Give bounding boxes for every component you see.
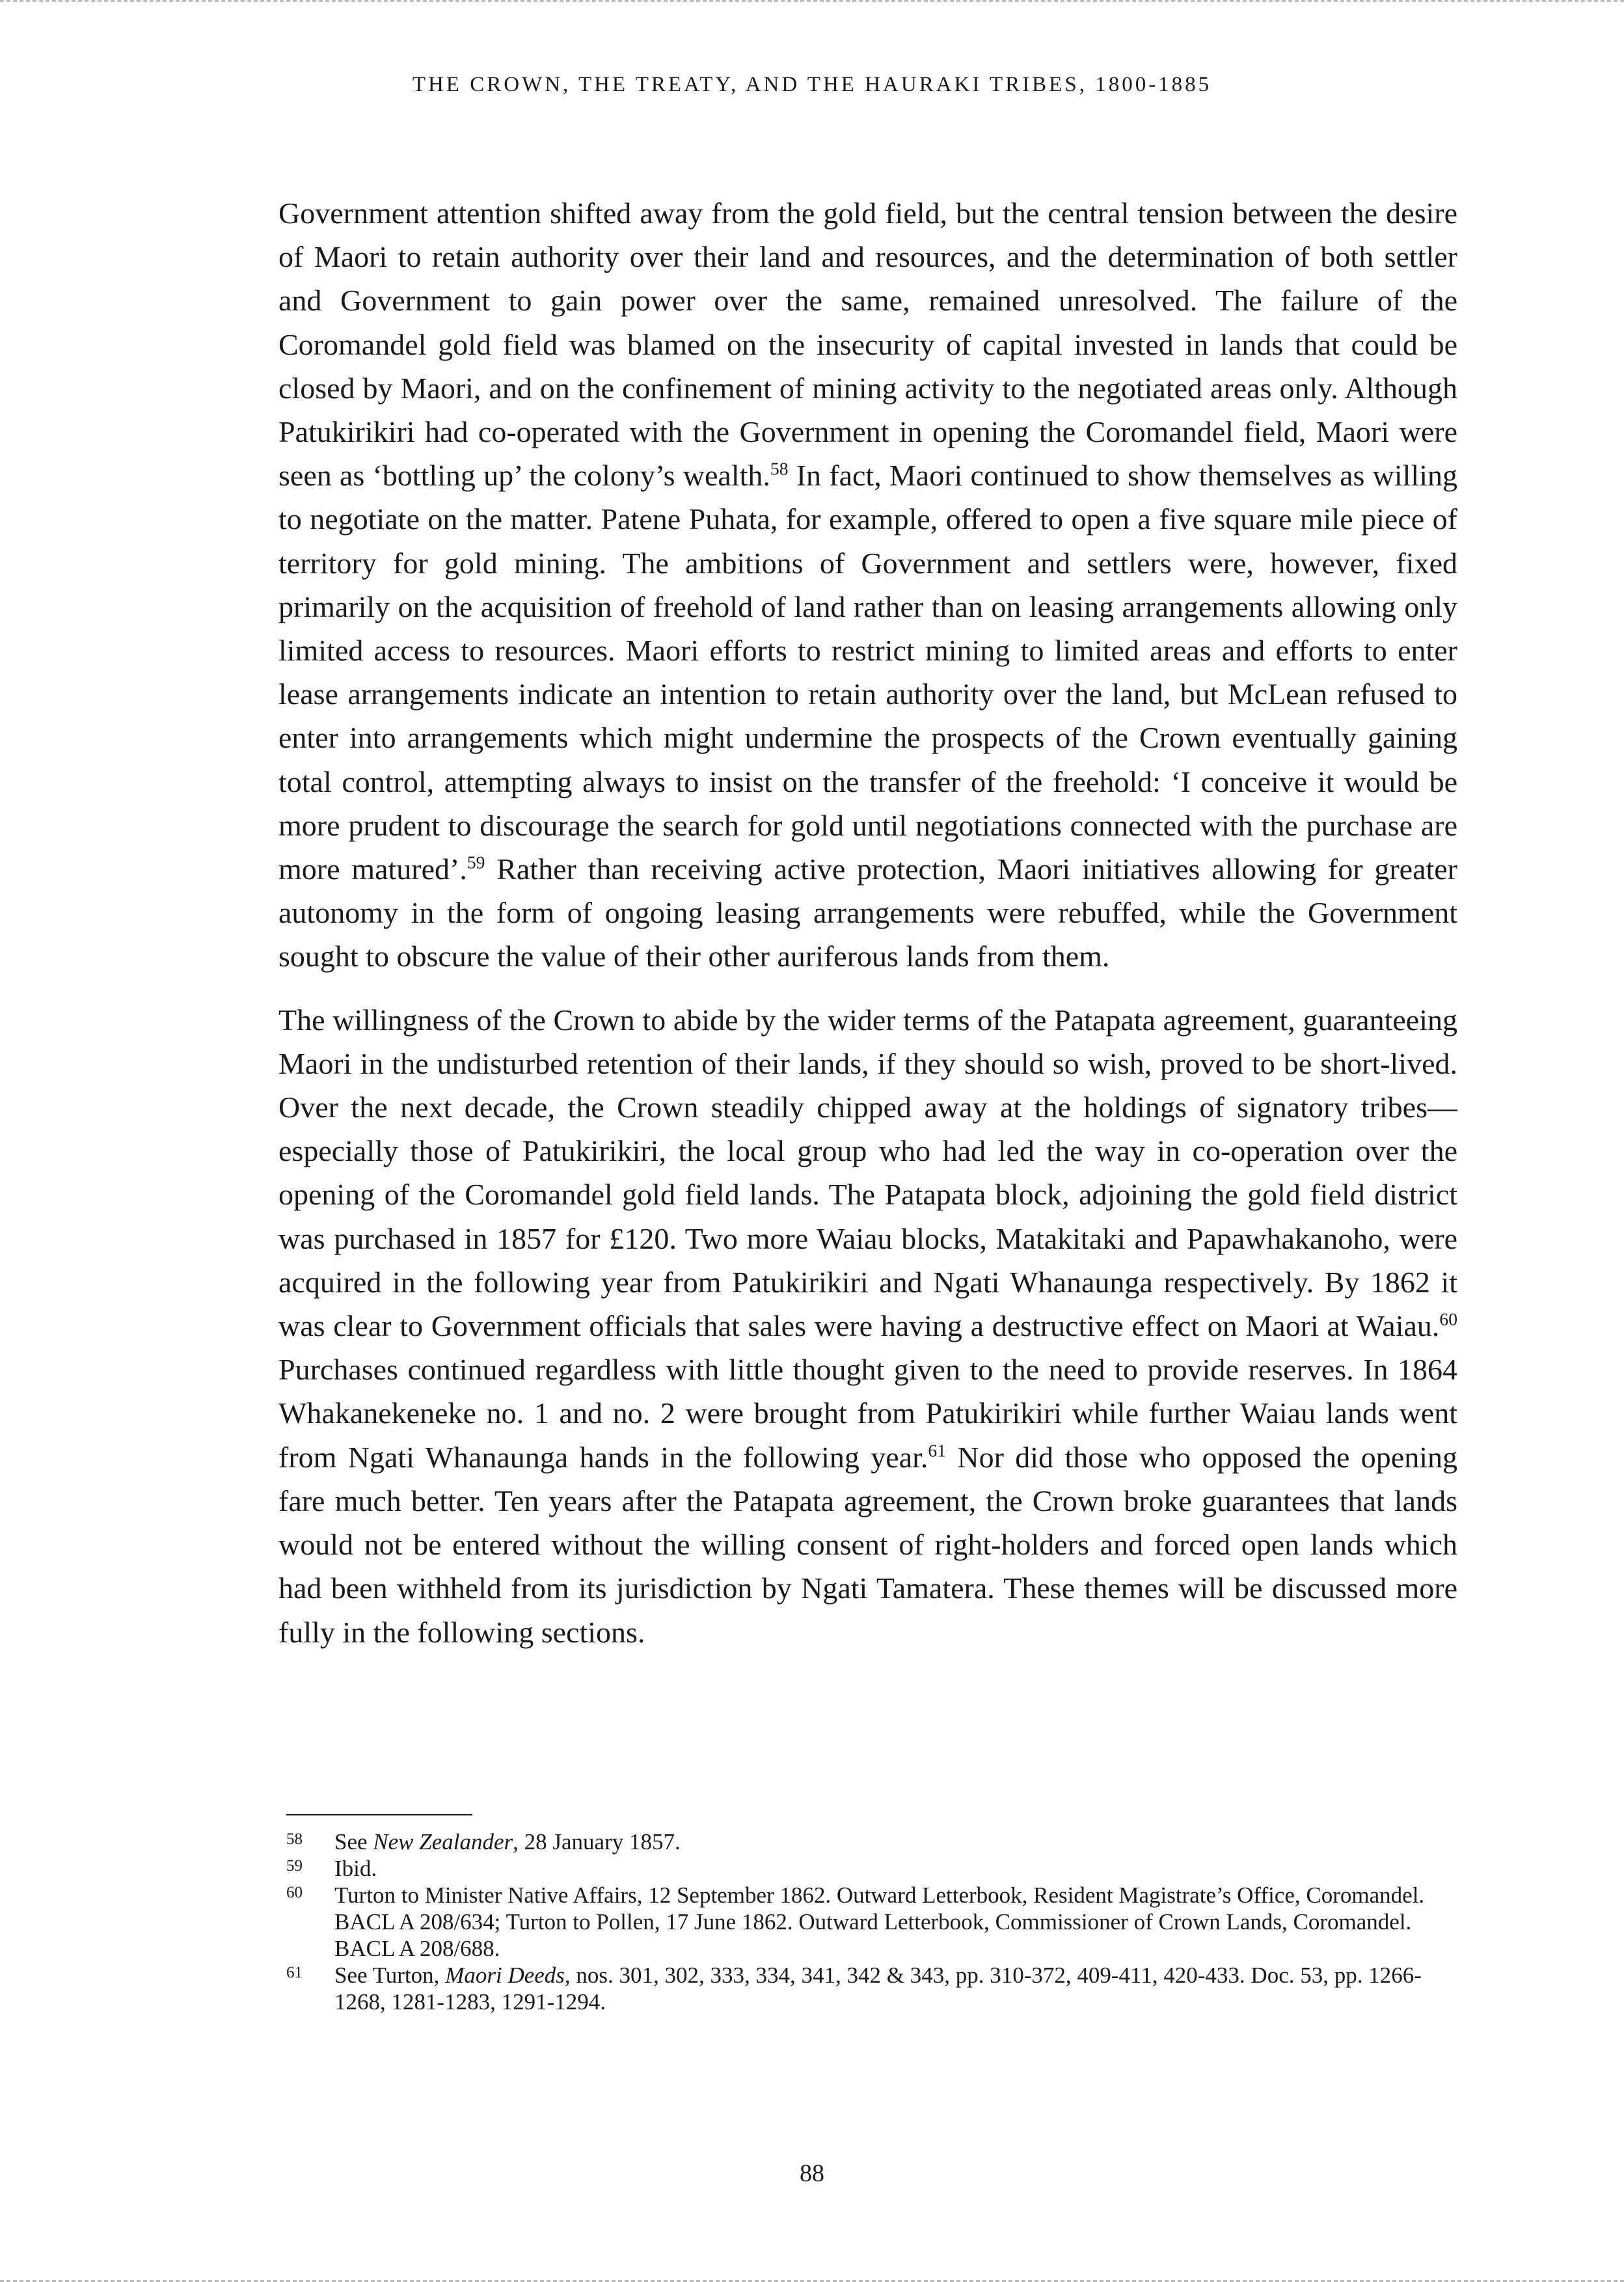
footnote-separator (286, 1814, 472, 1815)
footnote (286, 1828, 1451, 1855)
paragraph-1-part-b: In fact, Maori continued to show themselves as willing to negotiate on the matter. Patene Puhata, for example, offered to open a five square mile piece of territory for gold mining. The ambitions of Government and settlers were, however, fixed primarily on the acquisition of freehold of land rather than on leasing arrangements allowing only limited access to resources. Maori efforts to restrict mining to limited areas and efforts to enter lease arrangements indicate an intention to retain authority over the land, but McLean refused to enter into arrangements which might undermine the prospects of the Crown eventually gaining total control, attempting always to insist on the transfer of the freehold: ‘I conceive it would be more prudent to discourage the search for gold until negotiations connected with the purchase are more matured’. (278, 459, 1457, 886)
footnote-number: 61 (286, 1964, 303, 1981)
footnote-text-italic: New Zealander (373, 1829, 513, 1854)
footnote-ref-58: 58 (770, 458, 789, 479)
paragraph-2-part-c: Nor did those who opposed the opening fare much better. Ten years after the Patapata agreement, the Crown broke guarantees that lands would not be entered without the willing consent of right-holders and forced open lands which had been withheld from its jurisdiction by Ngati Tamatera. These themes will be discussed more fully in the following sections. (278, 1440, 1457, 1649)
running-head: THE CROWN, THE TREATY, AND THE HAURAKI TRIBES, 1800-1885 (412, 73, 1212, 96)
footnote-text (334, 1962, 1451, 2015)
footnote-text (334, 1855, 1451, 1882)
footnote-number: 59 (286, 1857, 303, 1875)
footnote (286, 1855, 1451, 1882)
footnote-ref-60: 60 (1439, 1309, 1457, 1329)
footnote-text-pre: Ibid. (334, 1856, 377, 1881)
footnote (286, 1882, 1451, 1962)
footnote-text-post: , nos. 301, 302, 333, 334, 341, 342 & 343, pp. 310-372, 409-411, 420-433. Doc. 53, pp. 1266-1268, 1281-1283, 1291-1294. (334, 1963, 1422, 2015)
footnotes (286, 1828, 1451, 2015)
page-number: 88 (800, 2160, 824, 2187)
footnote-ref-61: 61 (928, 1440, 946, 1461)
footnote-text (334, 1882, 1451, 1962)
footnote-number: 58 (286, 1830, 303, 1848)
paragraph-2-part-b: Purchases continued regardless with little thought given to the need to provide reserves. In 1864 Whakanekeneke no. 1 and no. 2 were brought from Patukirikiri while further Waiau lands went from Ngati Whanaunga hands in the following year. (278, 1353, 1457, 1474)
footnote-text-pre: See Turton, (334, 1963, 446, 1988)
footnote (286, 1962, 1451, 2015)
paragraph-2-part-a: The willingness of the Crown to abide by the wider terms of the Patapata agreement, guaranteeing Maori in the undisturbed retention of their lands, if they should so wish, proved to be short-lived. Over the next decade, the Crown steadily chipped away at the holdings of signatory tribes—especially those of Patukirikiri, the local group who had led the way in co-operation over the opening of the Coromandel gold field lands. The Patapata block, adjoining the gold field district was purchased in 1857 for £120. Two more Waiau blocks, Matakitaki and Papawhakanoho, were acquired in the following year from Patukirikiri and Ngati Whanaunga respectively. By 1862 it was clear to Government officials that sales were having a destructive effect on Maori at Waiau. (278, 1003, 1457, 1343)
footnote-text-pre: See (334, 1829, 373, 1854)
footnote-text-pre: Turton to Minister Native Affairs, 12 September 1862. Outward Letterbook, Resident Magistrate’s Office, Coromandel. BACL A 208/634; Turton to Pollen, 17 June 1862. Outward Letterbook, Commissioner of Crown Lands, Coromandel. BACL A 208/688. (334, 1882, 1425, 1961)
paragraph-1-part-c: Rather than receiving active protection, Maori initiatives allowing for greater autonomy in the form of ongoing leasing arrangements were rebuffed, while the Government sought to obscure the value of their other auriferous lands from them. (278, 852, 1457, 973)
paragraph-1-part-a: Government attention shifted away from the gold field, but the central tension between the desire of Maori to retain authority over their land and resources, and the determination of both settler and Government to gain power over the same, remained unresolved. The failure of the Coromandel gold field was blamed on the insecurity of capital invested in lands that could be closed by Maori, and on the confinement of mining activity to the negotiated areas only. Although Patukirikiri had co-operated with the Government in opening the Coromandel field, Maori were seen as ‘bottling up’ the colony’s wealth. (278, 197, 1457, 493)
page-top-edge (0, 0, 1624, 2)
body-text (278, 191, 1457, 1674)
footnote-text-italic: Maori Deeds (445, 1963, 565, 1988)
footnote-text-post: , 28 January 1857. (513, 1829, 681, 1854)
paragraph-2 (278, 998, 1457, 1654)
footnote-ref-59: 59 (467, 852, 485, 873)
paragraph-1 (278, 191, 1457, 979)
footnote-text (334, 1828, 1451, 1855)
footnote-number: 60 (286, 1884, 303, 1901)
